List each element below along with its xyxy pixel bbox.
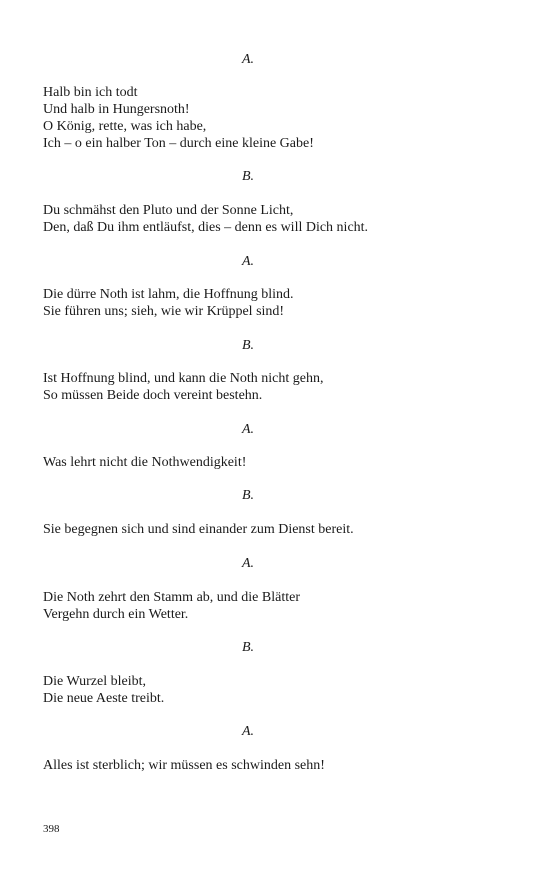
speaker-label: A. [241,254,255,269]
stanza [43,521,513,538]
speaker-label: B. [241,488,255,503]
verse-line: Die Noth zehrt den Stamm ab, und die Blätter [43,590,300,605]
speaker-label: B. [241,169,255,184]
stanza [43,84,513,152]
verse-line: Ich – o ein halber Ton – durch eine kleine Gabe! [43,136,314,151]
speaker-label: A. [241,724,255,739]
speaker-label: B. [241,640,255,655]
stanza [43,757,513,774]
stanza [43,286,513,320]
stanza [43,202,513,236]
verse-line: Ist Hoffnung blind, und kann die Noth nicht gehn, [43,371,324,386]
verse-line: Sie führen uns; sieh, wie wir Krüppel sind! [43,304,285,319]
speaker-label: A. [241,52,255,67]
verse-line: Alles ist sterblich; wir müssen es schwinden sehn! [43,758,325,773]
verse-line: Die Wurzel bleibt, [43,674,146,689]
verse-line: Was lehrt nicht die Nothwendigkeit! [43,455,247,470]
verse-line: Vergehn durch ein Wetter. [43,607,189,622]
stanza [43,589,513,623]
verse-line: O König, rette, was ich habe, [43,119,207,134]
stanza [43,370,513,404]
verse-line: So müssen Beide doch vereint bestehn. [43,388,263,403]
speaker-label: A. [241,422,255,437]
stanza [43,673,513,707]
stanza [43,454,513,471]
verse-line: Den, daß Du ihm entläufst, dies – denn es will Dich nicht. [43,220,369,235]
speaker-label: A. [241,556,255,571]
page-number: 398 [43,823,60,835]
verse-line: Die dürre Noth ist lahm, die Hoffnung blind. [43,287,294,302]
verse-line: Die neue Aeste treibt. [43,691,165,706]
speaker-label: B. [241,338,255,353]
verse-line: Sie begegnen sich und sind einander zum Dienst bereit. [43,522,354,537]
verse-line: Du schmähst den Pluto und der Sonne Licht, [43,203,294,218]
verse-line: Und halb in Hungersnoth! [43,102,190,117]
verse-line: Halb bin ich todt [43,85,138,100]
